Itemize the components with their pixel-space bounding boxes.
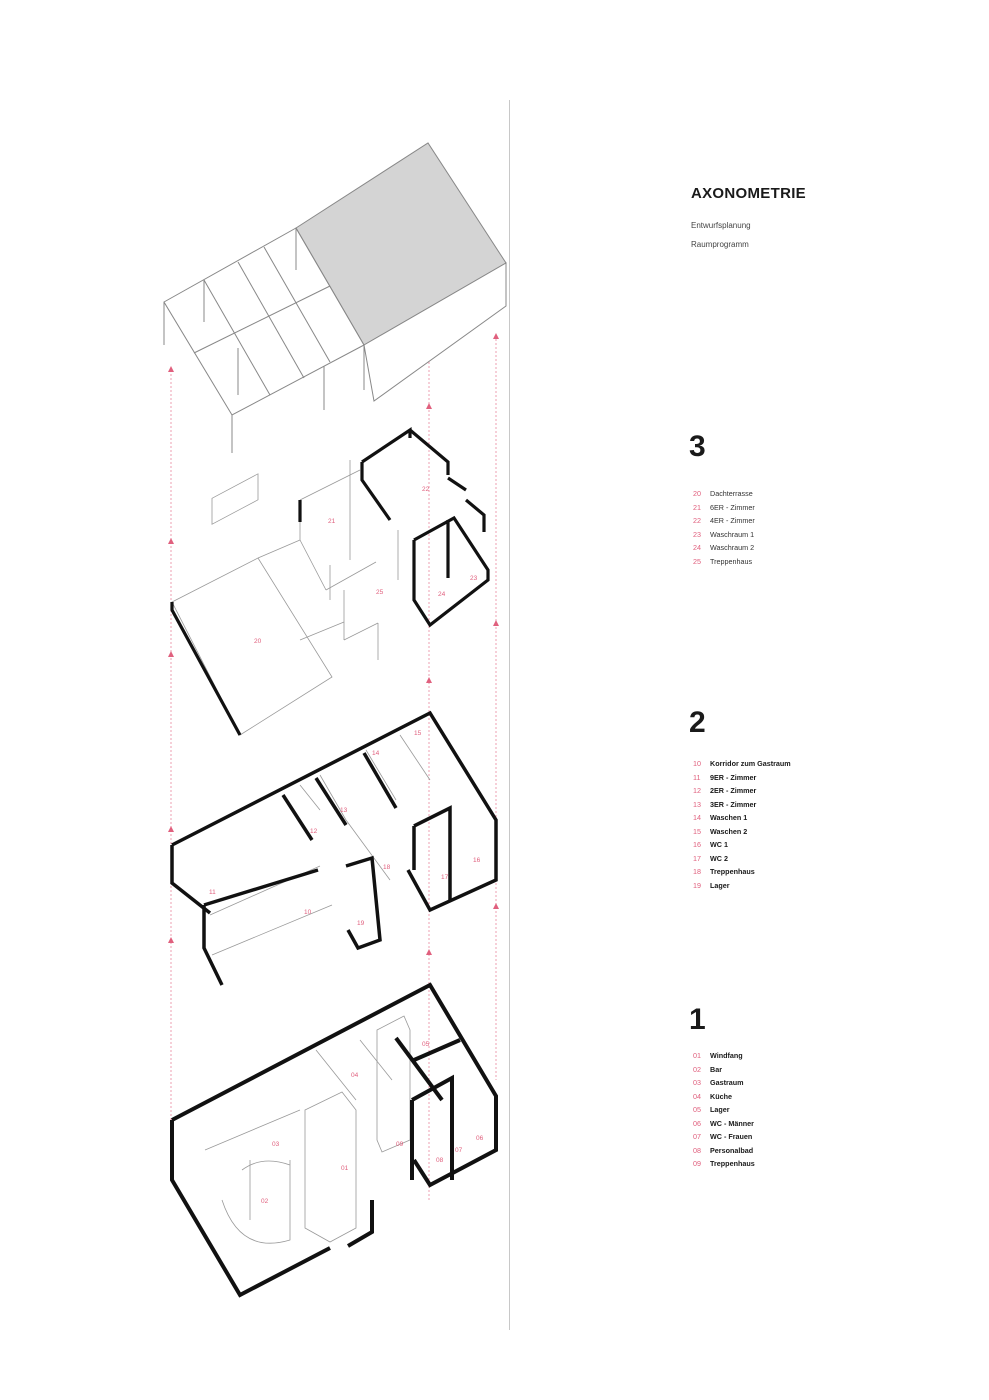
legend-num: 08 xyxy=(693,1145,701,1155)
level-3-plan xyxy=(172,460,398,735)
legend-item xyxy=(693,1092,755,1106)
legend-label: Personalbad xyxy=(710,1145,754,1155)
room-tag: 18 xyxy=(383,864,391,871)
legend-item xyxy=(693,1051,755,1065)
legend-label: Waschen 1 xyxy=(710,813,748,822)
room-tag: 25 xyxy=(376,589,384,596)
floor-number-3: 3 xyxy=(689,430,706,463)
legend-floor-3 xyxy=(693,489,755,570)
legend-item xyxy=(693,854,791,868)
legend-item xyxy=(693,759,791,773)
legend-label: WC - Frauen xyxy=(710,1132,753,1141)
room-tag: 09 xyxy=(396,1141,404,1148)
legend-item xyxy=(693,800,791,814)
legend-label: WC 2 xyxy=(710,853,728,863)
room-tag: 06 xyxy=(476,1135,484,1142)
legend-item xyxy=(693,543,755,557)
legend-item xyxy=(693,557,755,571)
legend-label: Waschen 2 xyxy=(710,826,748,836)
legend-num: 21 xyxy=(693,502,701,512)
legend-item xyxy=(693,1146,755,1160)
room-tag: 19 xyxy=(357,920,365,927)
legend-num: 05 xyxy=(693,1105,701,1114)
legend-num: 19 xyxy=(693,880,701,890)
room-tag: 15 xyxy=(414,730,422,737)
legend-num: 03 xyxy=(693,1078,701,1087)
room-tag: 05 xyxy=(422,1041,430,1048)
legend-label: 6ER - Zimmer xyxy=(710,502,755,512)
room-tag: 17 xyxy=(441,874,449,881)
room-tag: 23 xyxy=(470,575,478,582)
room-tag: 21 xyxy=(328,518,336,525)
legend-label: 9ER - Zimmer xyxy=(710,772,757,782)
legend-floor-2 xyxy=(693,759,791,894)
floor-number-1: 1 xyxy=(689,1003,706,1036)
legend-num: 15 xyxy=(693,826,701,836)
legend-num: 06 xyxy=(693,1118,701,1128)
legend-item xyxy=(693,881,791,895)
legend-num: 22 xyxy=(693,516,701,525)
room-tag: 03 xyxy=(272,1141,280,1148)
legend-item xyxy=(693,827,791,841)
room-tag: 24 xyxy=(438,591,446,598)
column-divider xyxy=(509,100,510,1330)
legend-item xyxy=(693,786,791,800)
legend-num: 09 xyxy=(693,1159,701,1168)
subtitle-planning: Entwurfsplanung xyxy=(691,221,751,230)
legend-label: Gastraum xyxy=(710,1078,744,1087)
legend-num: 07 xyxy=(693,1132,701,1141)
legend-label: Lager xyxy=(710,880,730,890)
level-2-walls xyxy=(172,713,496,985)
legend-num: 14 xyxy=(693,813,701,822)
legend-item xyxy=(693,516,755,530)
legend-item xyxy=(693,1105,755,1119)
room-tag: 13 xyxy=(340,807,348,814)
legend-label: 2ER - Zimmer xyxy=(710,786,757,795)
level-1-walls xyxy=(172,985,496,1295)
subtitle-program: Raumprogramm xyxy=(691,240,749,249)
roof-structure xyxy=(164,143,506,453)
legend-label: Waschraum 1 xyxy=(710,529,755,539)
legend-label: Windfang xyxy=(710,1051,743,1060)
legend-label: WC - Männer xyxy=(710,1118,754,1128)
legend-label: Dachterrasse xyxy=(710,489,753,498)
page-title: AXONOMETRIE xyxy=(691,185,806,202)
legend-item xyxy=(693,1119,755,1133)
legend-label: Lager xyxy=(710,1105,730,1114)
legend-item xyxy=(693,1065,755,1079)
legend-num: 16 xyxy=(693,840,701,849)
legend-num: 25 xyxy=(693,556,701,566)
legend-label: WC 1 xyxy=(710,840,728,849)
legend-label: 4ER - Zimmer xyxy=(710,516,755,525)
floor-number-2: 2 xyxy=(689,706,706,739)
legend-num: 17 xyxy=(693,853,701,863)
legend-label: Treppenhaus xyxy=(710,556,753,566)
legend-label: Küche xyxy=(710,1091,732,1101)
room-tag: 16 xyxy=(473,857,481,864)
room-tag: 10 xyxy=(304,909,312,916)
legend-num: 20 xyxy=(693,489,701,498)
legend-item xyxy=(693,867,791,881)
legend-num: 04 xyxy=(693,1091,701,1101)
room-tag: 22 xyxy=(422,486,430,493)
room-tag: 11 xyxy=(209,889,216,896)
legend-label: Treppenhaus xyxy=(710,1159,755,1168)
legend-item xyxy=(693,773,791,787)
legend-label: Korridor zum Gastraum xyxy=(710,759,791,768)
room-tag: 12 xyxy=(310,828,318,835)
room-tag: 04 xyxy=(351,1072,359,1079)
room-tag: 08 xyxy=(436,1157,444,1164)
room-tag: 02 xyxy=(261,1198,269,1205)
legend-item xyxy=(693,1132,755,1146)
room-tag: 20 xyxy=(254,638,262,645)
legend-num: 02 xyxy=(693,1064,701,1074)
room-tag: 14 xyxy=(372,750,380,757)
legend-item xyxy=(693,1159,755,1173)
legend-item xyxy=(693,503,755,517)
legend-item xyxy=(693,1078,755,1092)
legend-floor-1 xyxy=(693,1051,755,1173)
room-tag: 01 xyxy=(341,1165,349,1172)
legend-label: Waschraum 2 xyxy=(710,543,755,552)
legend-num: 23 xyxy=(693,529,701,539)
legend-num: 24 xyxy=(693,543,701,552)
legend-num: 18 xyxy=(693,867,701,876)
legend-label: 3ER - Zimmer xyxy=(710,799,757,809)
room-tag: 07 xyxy=(455,1147,463,1154)
legend-label: Bar xyxy=(710,1064,722,1074)
legend-num: 13 xyxy=(693,799,701,809)
legend-item xyxy=(693,813,791,827)
legend-item xyxy=(693,489,755,503)
legend-num: 12 xyxy=(693,786,701,795)
legend-num: 11 xyxy=(693,772,701,782)
legend-num: 10 xyxy=(693,759,701,768)
legend-label: Treppenhaus xyxy=(710,867,755,876)
legend-item xyxy=(693,840,791,854)
legend-num: 01 xyxy=(693,1051,701,1060)
legend-item xyxy=(693,530,755,544)
